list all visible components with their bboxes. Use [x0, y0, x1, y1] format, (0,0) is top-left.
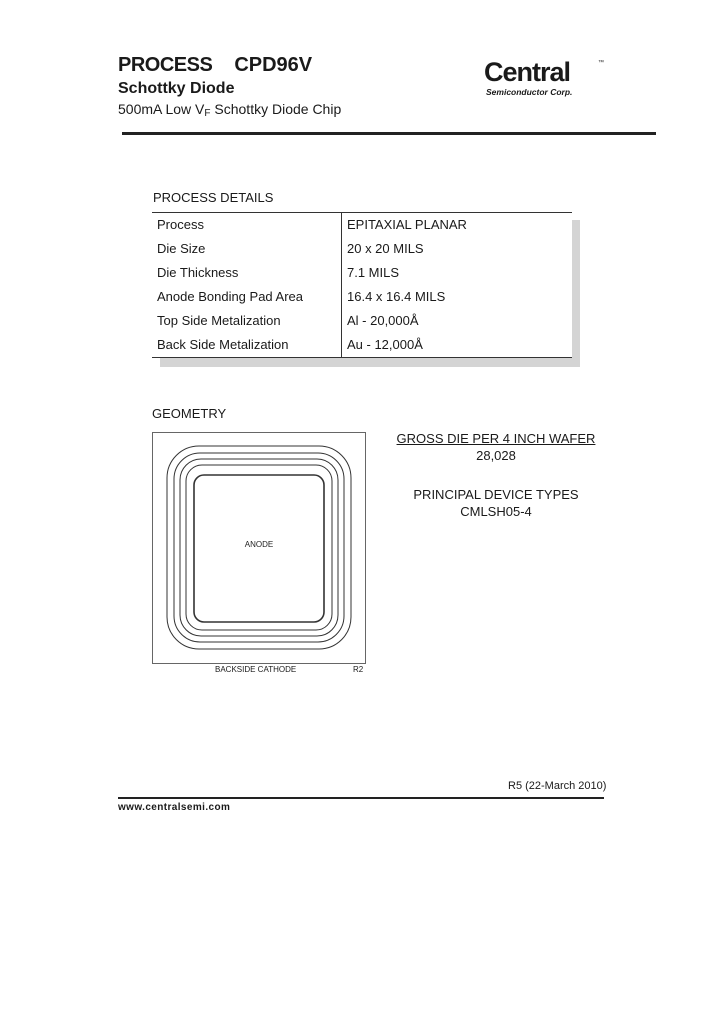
drawing-revision: R2: [353, 665, 364, 674]
row-value: Au - 12,000Å: [347, 337, 423, 352]
anode-label: ANODE: [244, 540, 274, 549]
logo-name: Central: [484, 57, 571, 87]
table-row: [152, 261, 572, 286]
description-suffix: Schottky Diode Chip: [210, 101, 342, 117]
gross-die-heading: GROSS DIE PER 4 INCH WAFER: [396, 431, 596, 446]
row-label: Die Size: [157, 241, 206, 256]
title-line: [118, 54, 312, 77]
row-value: 20 x 20 MILS: [347, 241, 424, 256]
logo-trademark: ™: [598, 60, 604, 66]
process-details-heading: PROCESS DETAILS: [153, 190, 274, 205]
table-row: [152, 213, 572, 238]
footer-url-link[interactable]: www.centralsemi.com: [118, 802, 231, 813]
row-value: 16.4 x 16.4 MILS: [347, 289, 446, 304]
row-label: Top Side Metalization: [157, 313, 281, 328]
document-revision: R5 (22-March 2010): [508, 780, 607, 792]
row-label: Back Side Metalization: [157, 337, 289, 352]
part-number: CPD96V: [234, 54, 313, 76]
row-value: EPITAXIAL PLANAR: [347, 217, 467, 232]
description-subscript: F: [204, 108, 211, 119]
geometry-heading: GEOMETRY: [152, 406, 227, 421]
row-label: Die Thickness: [157, 265, 239, 280]
header-divider: [122, 132, 656, 135]
row-value: 7.1 MILS: [347, 265, 400, 280]
table-column-divider: [341, 212, 342, 358]
backside-cathode-label: BACKSIDE CATHODE: [215, 665, 297, 674]
row-label: Anode Bonding Pad Area: [157, 289, 304, 304]
principal-device-value: CMLSH05-4: [460, 504, 532, 519]
table-row: [152, 309, 572, 334]
description-prefix: 500mA Low V: [118, 101, 205, 117]
description: [118, 101, 341, 119]
table-row: [152, 237, 572, 262]
table-row: [152, 285, 572, 310]
die-layout-svg: [153, 433, 365, 663]
row-label: Process: [157, 217, 204, 232]
logo-tagline: Semiconductor Corp.: [486, 87, 573, 97]
table-row: [152, 333, 572, 358]
footer-divider: [118, 797, 604, 799]
process-label: PROCESS: [118, 54, 213, 76]
die-geometry-drawing: [152, 432, 366, 664]
gross-die-value: 28,028: [476, 448, 516, 463]
row-value: Al - 20,000Å: [347, 313, 419, 328]
subtitle: Schottky Diode: [118, 80, 235, 97]
central-logo: [484, 58, 610, 104]
principal-device-heading: PRINCIPAL DEVICE TYPES: [413, 487, 579, 502]
